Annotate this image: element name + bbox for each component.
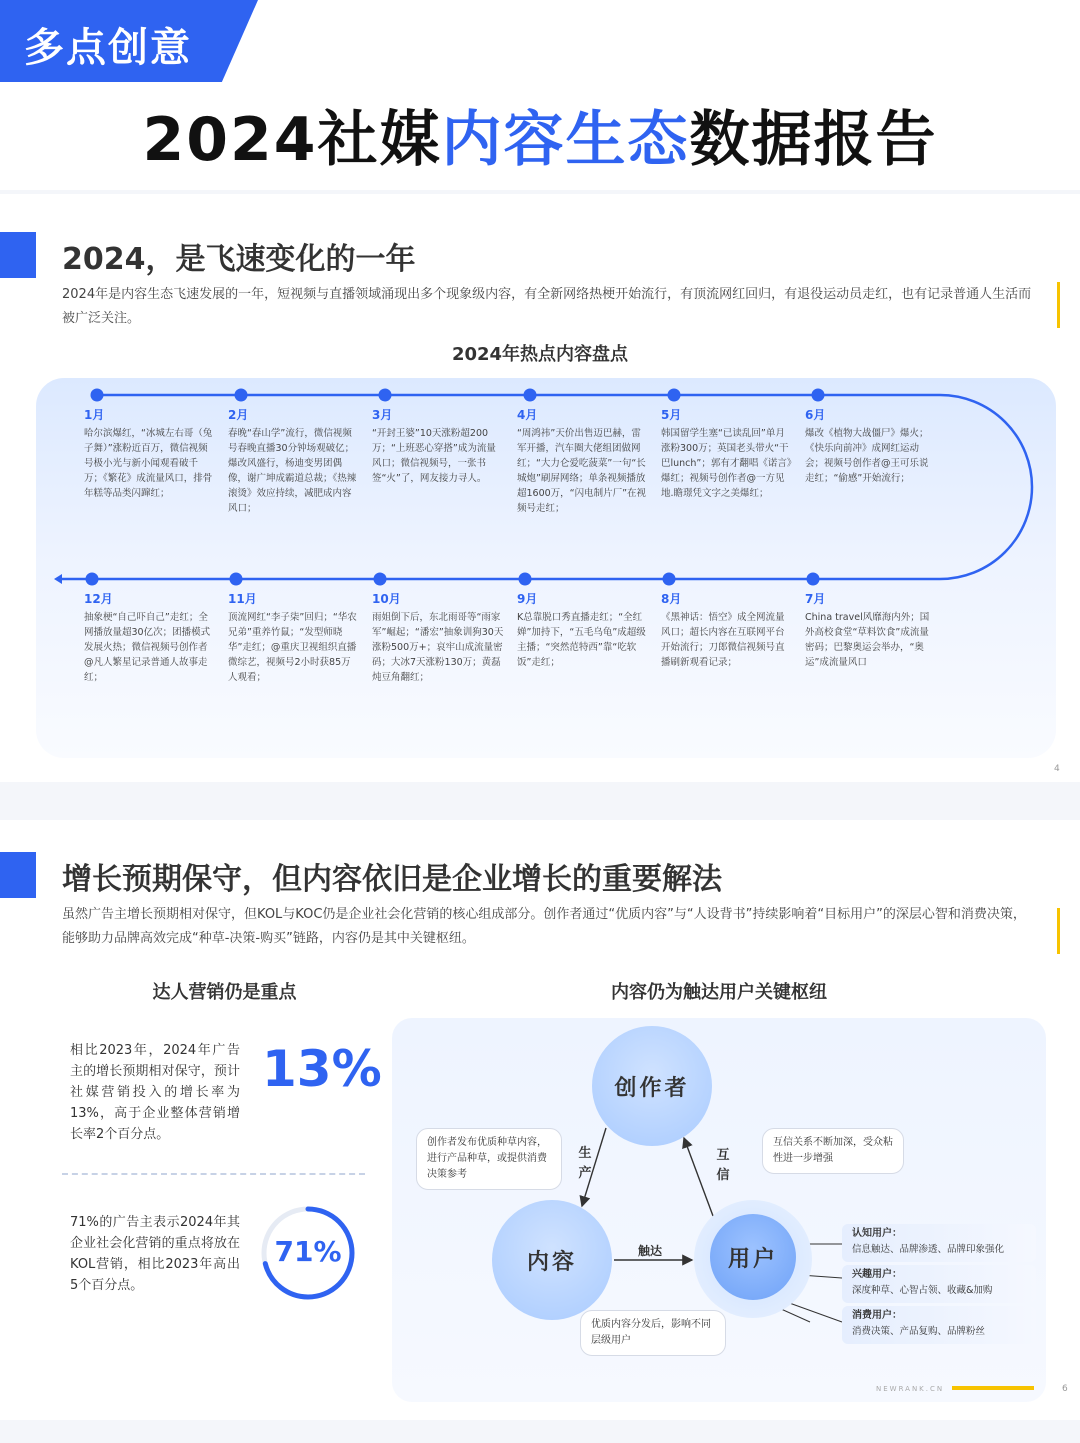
user-type-desc: 消费决策、产品复购、品牌粉丝 <box>852 1326 986 1337</box>
timeline-dot <box>374 573 387 586</box>
timeline-panel <box>36 378 1056 758</box>
side-accent <box>1057 908 1060 954</box>
month-name: 5月 <box>661 408 682 422</box>
page-number: 4 <box>1054 764 1060 774</box>
month-name: 3月 <box>372 408 393 422</box>
section-title: 增长预期保守，但内容依旧是企业增长的重要解法 <box>62 862 722 897</box>
footer-site: NEWRANK.CN <box>876 1385 945 1393</box>
stat1-value: 13% <box>262 1040 382 1098</box>
creator-node: 创作者 <box>592 1026 712 1146</box>
page-growth <box>0 820 1080 1420</box>
stat2-value: 71% <box>274 1235 342 1268</box>
month-item <box>805 406 937 486</box>
month-name: 8月 <box>661 592 682 606</box>
month-name: 10月 <box>372 592 401 606</box>
month-item <box>517 590 649 670</box>
timeline-dot <box>668 389 681 402</box>
month-text: 《黑神话：悟空》成全网流量风口；超长内容在互联网平台开始流行；刀郎微信视频号直播刷新观看记录； <box>661 612 785 668</box>
timeline-dot <box>86 573 99 586</box>
note-distribution: 优质内容分发后，影响不同层级用户 <box>580 1310 726 1356</box>
month-item <box>228 406 360 516</box>
month-text: 雨姐倒下后，东北雨哥等“雨家军”崛起；“潘宏”抽象训狗30天涨粉500万+；哀牢山成流量密码；大冰7天涨粉130万；黄磊炖豆角翻红； <box>372 612 504 683</box>
section-description: 2024年是内容生态飞速发展的一年，短视频与直播领域涌现出多个现象级内容，有全新网络热梗开始流行，有顶流网红回归，有退役运动员走红，也有记录普通人生活而被广泛关注。 <box>62 287 1032 326</box>
title-part2: 数据报告 <box>689 105 938 175</box>
hub-diagram <box>392 1018 1046 1402</box>
month-item <box>661 590 793 670</box>
month-name: 9月 <box>517 592 538 606</box>
timeline-dot <box>524 389 537 402</box>
month-text: 抽象梗“自己吓自己”走红；全网播放量超30亿次；团播模式发展火热；微信视频号创作者@凡人繁星记录普通人故事走红； <box>84 612 211 683</box>
page-number: 6 <box>1062 1384 1068 1394</box>
timeline-dot <box>663 573 676 586</box>
timeline-dot <box>235 389 248 402</box>
user-type-desc: 信息触达、品牌渗透、品牌印象强化 <box>852 1244 1005 1255</box>
month-text: 春晚“春山学”流行，微信视频号春晚直播30分钟场观破亿；爆改风盛行，杨迪变男团偶像，谢广坤成霸道总裁；《热辣滚烫》效应持续，减肥成内容风口； <box>228 428 357 514</box>
timeline-dot <box>230 573 243 586</box>
user-type-item <box>842 1306 1036 1344</box>
user-node: 用户 <box>710 1214 796 1300</box>
timeline-title: 2024年热点内容盘点 <box>451 344 629 365</box>
user-type-title: 认知用户： <box>852 1228 902 1239</box>
month-name: 6月 <box>805 408 826 422</box>
stat1-text: 相比2023年，2024年广告主的增长预期相对保守，预计社媒营销投入的增长率为13%，高于企业整体营销增长率2个百分点。 <box>70 1043 240 1142</box>
footer-accent <box>952 1386 1034 1390</box>
title-part1: 2024社媒 <box>142 105 442 175</box>
month-name: 7月 <box>805 592 826 606</box>
timeline-arrowhead <box>54 574 62 584</box>
month-text: 哈尔滨爆红，“冰城左右哥（兔子舞）”涨粉近百万，微信视频号极小光与新小闻观看破千万；《繁花》成流量风口，排骨年糕等品类闪蹿红； <box>84 428 213 499</box>
month-item <box>228 590 360 685</box>
label-trust: 互信 <box>716 1148 730 1183</box>
label-produce: 生产 <box>578 1146 592 1181</box>
side-accent <box>1057 282 1060 328</box>
user-type-title: 消费用户： <box>852 1310 902 1321</box>
month-name: 1月 <box>84 408 105 422</box>
stat2-text: 71%的广告主表示2024年其企业社会化营销的重点将放在KOL营销，相比2023年高出5个百分点。 <box>70 1215 240 1293</box>
month-item <box>517 406 649 516</box>
timeline-dot <box>379 389 392 402</box>
divider <box>62 1173 365 1175</box>
page-timeline <box>0 194 1080 782</box>
report-title <box>0 92 1080 178</box>
left-subtitle: 达人营销仍是重点 <box>152 982 297 1003</box>
stat2-ring <box>258 1203 358 1303</box>
timeline-dot <box>91 389 104 402</box>
month-text: 韩国留学生塞“已读乱回”单月涨粉300万；英国老头带火“干巴lunch”；郭有才翻唱《诺言》爆红；视频号创作者@一方见地.瞻璟凭文字之美爆红； <box>661 428 792 499</box>
user-type-desc: 深度种草、心智占领、收藏&加购 <box>852 1285 993 1296</box>
timeline-dot <box>807 573 820 586</box>
month-item <box>661 406 793 501</box>
month-name: 11月 <box>228 592 257 606</box>
month-item <box>805 590 937 670</box>
month-text: “开封王婆”10天涨粉超200万；“上班恶心穿搭”成为流量风口；微信视频号，一张书签“火”了，网友接力寻人。 <box>372 428 496 484</box>
month-text: 顶流网红“李子柒”回归；“华农兄弟”重养竹鼠；“发型师晓华”走红；@重庆卫视组织直播微综艺，视频号2小时获85万人观看； <box>228 612 357 683</box>
note-creator: 创作者发布优质种草内容，进行产品种草，或提供消费决策参考 <box>416 1128 562 1190</box>
section-description: 虽然广告主增长预期相对保守，但KOL与KOC仍是企业社会化营销的核心组成部分。创作者通过“优质内容”与“人设背书”持续影响着“目标用户”的深层心智和消费决策，能够助力品牌高效完成“种草-决策-购买”链路，内容仍是其中关键枢纽。 <box>62 907 1026 946</box>
month-text: China travel风靡海内外；国外高校食堂“草料饮食”成流量密码；巴黎奥运会举办，“奥运”成流量风口 <box>805 612 930 668</box>
month-text: “周鸿祎”天价出售迈巴赫，雷军开播，汽车圈大佬组团做网红；“大力仑爱吃菠菜”一句“长城炮”刷屏网络；单条视频播放超1600万，“闪电制片厂”在视频号走红； <box>517 428 647 514</box>
month-name: 2月 <box>228 408 249 422</box>
right-subtitle: 内容仍为触达用户关键枢纽 <box>611 982 827 1003</box>
section-title: 2024，是飞速变化的一年 <box>62 242 416 277</box>
user-type-item <box>842 1265 1036 1303</box>
section-marker <box>0 232 36 278</box>
user-type-item <box>842 1224 1036 1262</box>
report-header <box>0 0 1080 190</box>
month-text: K总靠脱口秀直播走红；“全红婵”加持下，“五毛乌龟”成超级主播；“突然范特西”靠“吃软饭”走红； <box>517 612 646 668</box>
user-type-title: 兴趣用户： <box>852 1269 902 1280</box>
month-item <box>84 406 216 501</box>
timeline-dot <box>812 389 825 402</box>
brand-name: 多点创意 <box>24 25 192 71</box>
note-trust: 互信关系不断加深，受众粘性进一步增强 <box>762 1128 904 1174</box>
month-name: 4月 <box>517 408 538 422</box>
content-node: 内容 <box>492 1200 612 1320</box>
month-name: 12月 <box>84 592 113 606</box>
title-highlight: 内容生态 <box>441 105 690 175</box>
month-item <box>84 590 216 685</box>
label-reach: 触达 <box>638 1244 663 1258</box>
month-item <box>372 406 504 486</box>
section-marker <box>0 852 36 898</box>
arrow-trust <box>684 1138 716 1224</box>
timeline-dot <box>519 573 532 586</box>
month-text: 爆改《植物大战僵尸》爆火；《快乐向前冲》成网红运动会；视频号创作者@王可乐说走红；“偷感”开始流行； <box>805 428 929 484</box>
month-item <box>372 590 504 685</box>
